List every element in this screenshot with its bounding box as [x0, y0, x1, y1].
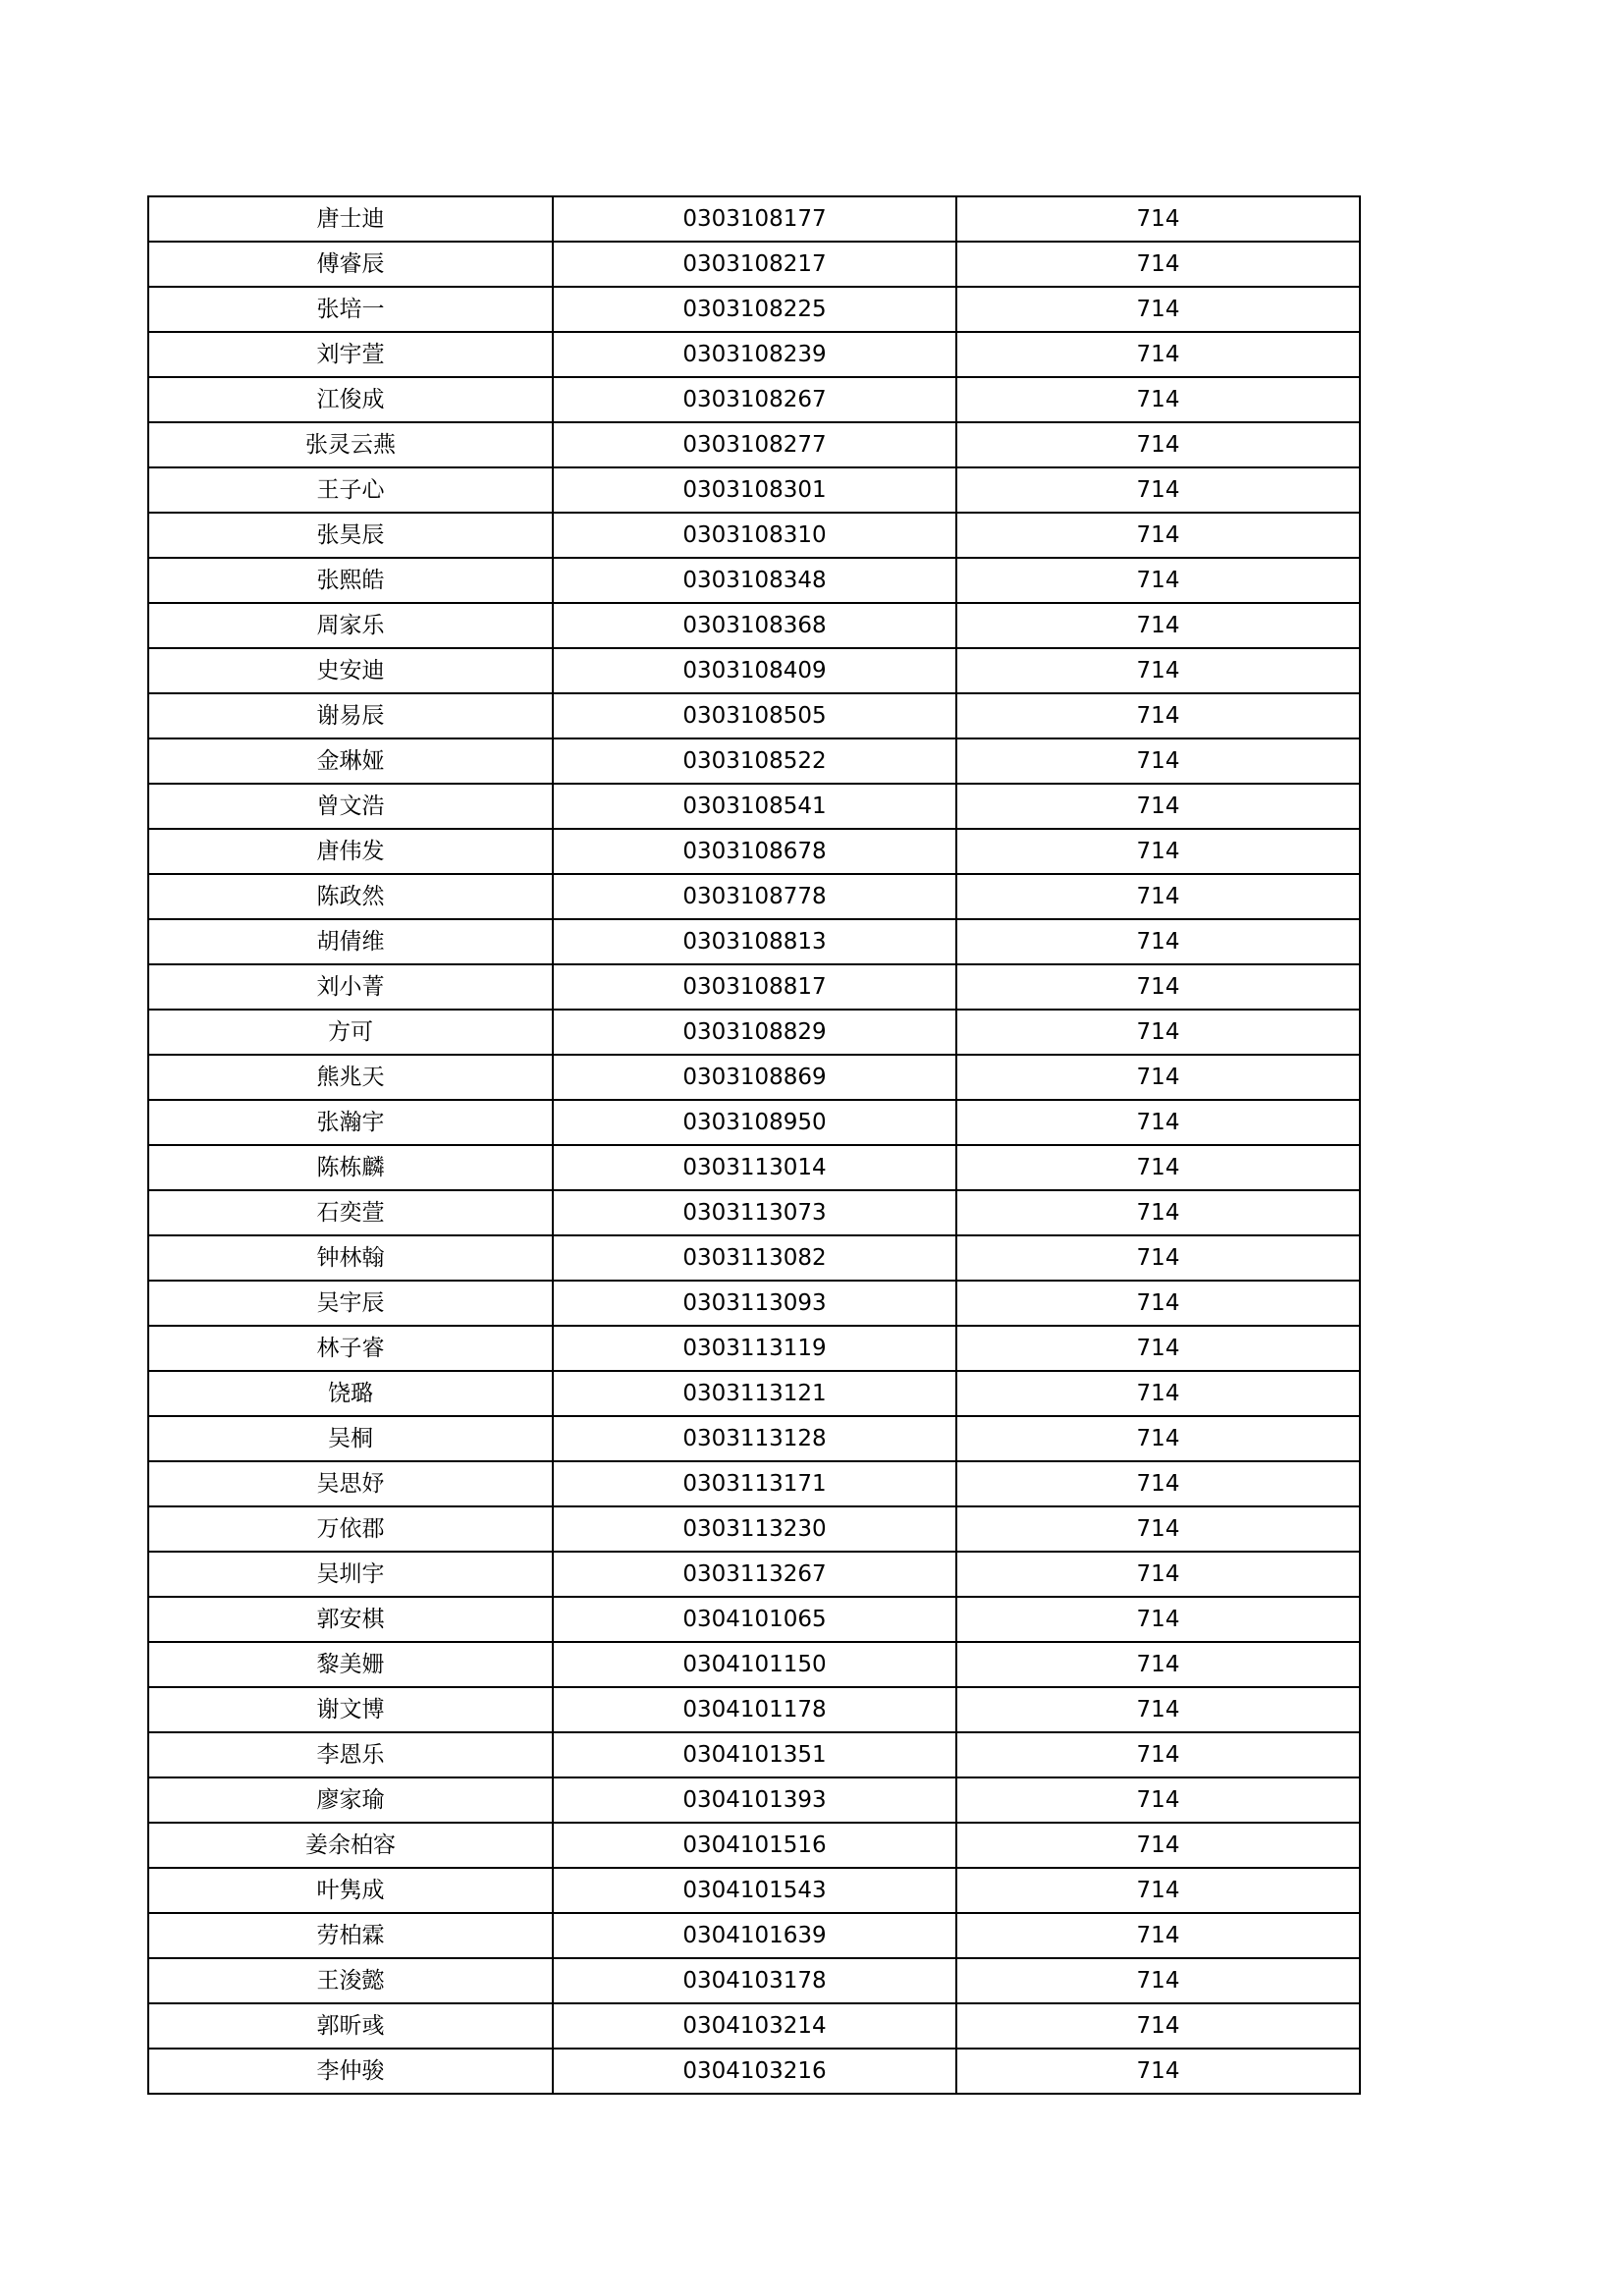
table-row: [148, 1281, 1360, 1326]
id-cell: 0303113093: [553, 1281, 956, 1326]
code-cell: 714: [956, 1958, 1360, 2003]
table-row: [148, 1371, 1360, 1416]
id-cell: 0303108950: [553, 1100, 956, 1145]
code-cell: 714: [956, 2049, 1360, 2094]
code-cell: 714: [956, 964, 1360, 1010]
code-cell: 714: [956, 603, 1360, 648]
name-cell: 张昊辰: [148, 513, 553, 558]
name-cell: 李仲骏: [148, 2049, 553, 2094]
id-cell: 0303108522: [553, 738, 956, 784]
name-cell: 陈政然: [148, 874, 553, 919]
id-cell: 0303108505: [553, 693, 956, 738]
table-row: [148, 332, 1360, 377]
code-cell: 714: [956, 1235, 1360, 1281]
id-cell: 0303113073: [553, 1190, 956, 1235]
table-row: [148, 287, 1360, 332]
table-row: [148, 1642, 1360, 1687]
name-cell: 刘宇萱: [148, 332, 553, 377]
code-cell: 714: [956, 467, 1360, 513]
code-cell: 714: [956, 693, 1360, 738]
id-cell: 0303108239: [553, 332, 956, 377]
table-row: [148, 1687, 1360, 1732]
code-cell: 714: [956, 829, 1360, 874]
id-cell: 0303113128: [553, 1416, 956, 1461]
id-cell: 0303113230: [553, 1506, 956, 1552]
id-cell: 0303108409: [553, 648, 956, 693]
table-row: [148, 648, 1360, 693]
code-cell: 714: [956, 784, 1360, 829]
name-cell: 石奕萱: [148, 1190, 553, 1235]
table-row: [148, 1190, 1360, 1235]
code-cell: 714: [956, 377, 1360, 422]
code-cell: 714: [956, 1461, 1360, 1506]
table-row: [148, 1145, 1360, 1190]
code-cell: 714: [956, 1687, 1360, 1732]
name-cell: 郭安棋: [148, 1597, 553, 1642]
table-row: [148, 919, 1360, 964]
name-cell: 吴思妤: [148, 1461, 553, 1506]
name-cell: 钟林翰: [148, 1235, 553, 1281]
id-cell: 0303108829: [553, 1010, 956, 1055]
name-cell: 曾文浩: [148, 784, 553, 829]
table-row: [148, 1416, 1360, 1461]
code-cell: 714: [956, 1868, 1360, 1913]
id-cell: 0303108225: [553, 287, 956, 332]
name-cell: 李恩乐: [148, 1732, 553, 1777]
id-cell: 0303108217: [553, 242, 956, 287]
id-cell: 0303113267: [553, 1552, 956, 1597]
table-row: [148, 1010, 1360, 1055]
name-cell: 张培一: [148, 287, 553, 332]
code-cell: 714: [956, 1506, 1360, 1552]
code-cell: 714: [956, 513, 1360, 558]
table-row: [148, 2003, 1360, 2049]
table-row: [148, 874, 1360, 919]
name-cell: 江俊成: [148, 377, 553, 422]
code-cell: 714: [956, 196, 1360, 242]
table-row: [148, 1597, 1360, 1642]
name-cell: 胡倩维: [148, 919, 553, 964]
name-cell: 张瀚宇: [148, 1100, 553, 1145]
name-cell: 刘小菁: [148, 964, 553, 1010]
code-cell: 714: [956, 1326, 1360, 1371]
table-row: [148, 964, 1360, 1010]
id-cell: 0304101639: [553, 1913, 956, 1958]
table-row: [148, 784, 1360, 829]
id-cell: 0304101516: [553, 1823, 956, 1868]
table-row: [148, 513, 1360, 558]
id-cell: 0303108277: [553, 422, 956, 467]
id-cell: 0304101178: [553, 1687, 956, 1732]
id-cell: 0303108177: [553, 196, 956, 242]
code-cell: 714: [956, 919, 1360, 964]
id-cell: 0303113014: [553, 1145, 956, 1190]
code-cell: 714: [956, 738, 1360, 784]
table-row: [148, 1552, 1360, 1597]
name-cell: 劳柏霖: [148, 1913, 553, 1958]
table-row: [148, 1868, 1360, 1913]
code-cell: 714: [956, 1823, 1360, 1868]
table-row: [148, 1823, 1360, 1868]
name-cell: 黎美姗: [148, 1642, 553, 1687]
name-cell: 郭昕彧: [148, 2003, 553, 2049]
id-cell: 0303108301: [553, 467, 956, 513]
code-cell: 714: [956, 422, 1360, 467]
id-cell: 0303108310: [553, 513, 956, 558]
id-cell: 0303108869: [553, 1055, 956, 1100]
id-cell: 0303108778: [553, 874, 956, 919]
table-row: [148, 1235, 1360, 1281]
id-cell: 0303108368: [553, 603, 956, 648]
id-cell: 0303108348: [553, 558, 956, 603]
name-cell: 唐伟发: [148, 829, 553, 874]
name-cell: 史安迪: [148, 648, 553, 693]
table-row: [148, 829, 1360, 874]
table-row: [148, 1506, 1360, 1552]
code-cell: 714: [956, 1597, 1360, 1642]
name-cell: 谢易辰: [148, 693, 553, 738]
id-cell: 0303108541: [553, 784, 956, 829]
name-cell: 张灵云燕: [148, 422, 553, 467]
name-cell: 林子睿: [148, 1326, 553, 1371]
table-row: [148, 1958, 1360, 2003]
name-cell: 吴圳宇: [148, 1552, 553, 1597]
id-cell: 0303108817: [553, 964, 956, 1010]
table-row: [148, 603, 1360, 648]
code-cell: 714: [956, 242, 1360, 287]
table-row: [148, 1326, 1360, 1371]
name-cell: 吴桐: [148, 1416, 553, 1461]
table-row: [148, 1777, 1360, 1823]
id-cell: 0303108267: [553, 377, 956, 422]
table-row: [148, 2049, 1360, 2094]
table-row: [148, 558, 1360, 603]
id-cell: 0303108678: [553, 829, 956, 874]
code-cell: 714: [956, 1145, 1360, 1190]
name-cell: 廖家瑜: [148, 1777, 553, 1823]
name-cell: 姜余柏容: [148, 1823, 553, 1868]
table-row: [148, 377, 1360, 422]
name-cell: 王子心: [148, 467, 553, 513]
table-row: [148, 242, 1360, 287]
code-cell: 714: [956, 1190, 1360, 1235]
id-cell: 0304101065: [553, 1597, 956, 1642]
code-cell: 714: [956, 1010, 1360, 1055]
code-cell: 714: [956, 1371, 1360, 1416]
name-cell: 唐士迪: [148, 196, 553, 242]
id-cell: 0303113121: [553, 1371, 956, 1416]
code-cell: 714: [956, 2003, 1360, 2049]
id-cell: 0304101543: [553, 1868, 956, 1913]
id-cell: 0304101393: [553, 1777, 956, 1823]
id-cell: 0303108813: [553, 919, 956, 964]
name-cell: 熊兆天: [148, 1055, 553, 1100]
id-cell: 0304103216: [553, 2049, 956, 2094]
table-row: [148, 693, 1360, 738]
code-cell: 714: [956, 1777, 1360, 1823]
table-row: [148, 738, 1360, 784]
name-cell: 吴宇辰: [148, 1281, 553, 1326]
id-cell: 0304103214: [553, 2003, 956, 2049]
table-row: [148, 196, 1360, 242]
name-cell: 张熙皓: [148, 558, 553, 603]
id-cell: 0303113119: [553, 1326, 956, 1371]
name-cell: 傅睿辰: [148, 242, 553, 287]
code-cell: 714: [956, 1055, 1360, 1100]
table-row: [148, 1461, 1360, 1506]
name-cell: 叶隽成: [148, 1868, 553, 1913]
name-cell: 王浚懿: [148, 1958, 553, 2003]
code-cell: 714: [956, 1552, 1360, 1597]
code-cell: 714: [956, 1416, 1360, 1461]
code-cell: 714: [956, 1642, 1360, 1687]
code-cell: 714: [956, 648, 1360, 693]
name-cell: 陈栋麟: [148, 1145, 553, 1190]
code-cell: 714: [956, 287, 1360, 332]
code-cell: 714: [956, 1281, 1360, 1326]
code-cell: 714: [956, 558, 1360, 603]
table-row: [148, 1055, 1360, 1100]
table-row: [148, 1913, 1360, 1958]
table-row: [148, 422, 1360, 467]
id-cell: 0304101351: [553, 1732, 956, 1777]
code-cell: 714: [956, 1100, 1360, 1145]
id-cell: 0304103178: [553, 1958, 956, 2003]
name-cell: 方可: [148, 1010, 553, 1055]
table-row: [148, 467, 1360, 513]
name-cell: 万依郡: [148, 1506, 553, 1552]
name-cell: 金琳娅: [148, 738, 553, 784]
name-cell: 饶璐: [148, 1371, 553, 1416]
id-cell: 0303113082: [553, 1235, 956, 1281]
table-row: [148, 1100, 1360, 1145]
roster-table: [147, 195, 1361, 2095]
table-row: [148, 1732, 1360, 1777]
roster-table-body: [148, 196, 1360, 2094]
id-cell: 0303113171: [553, 1461, 956, 1506]
code-cell: 714: [956, 1732, 1360, 1777]
id-cell: 0304101150: [553, 1642, 956, 1687]
code-cell: 714: [956, 332, 1360, 377]
code-cell: 714: [956, 1913, 1360, 1958]
code-cell: 714: [956, 874, 1360, 919]
name-cell: 周家乐: [148, 603, 553, 648]
name-cell: 谢文博: [148, 1687, 553, 1732]
